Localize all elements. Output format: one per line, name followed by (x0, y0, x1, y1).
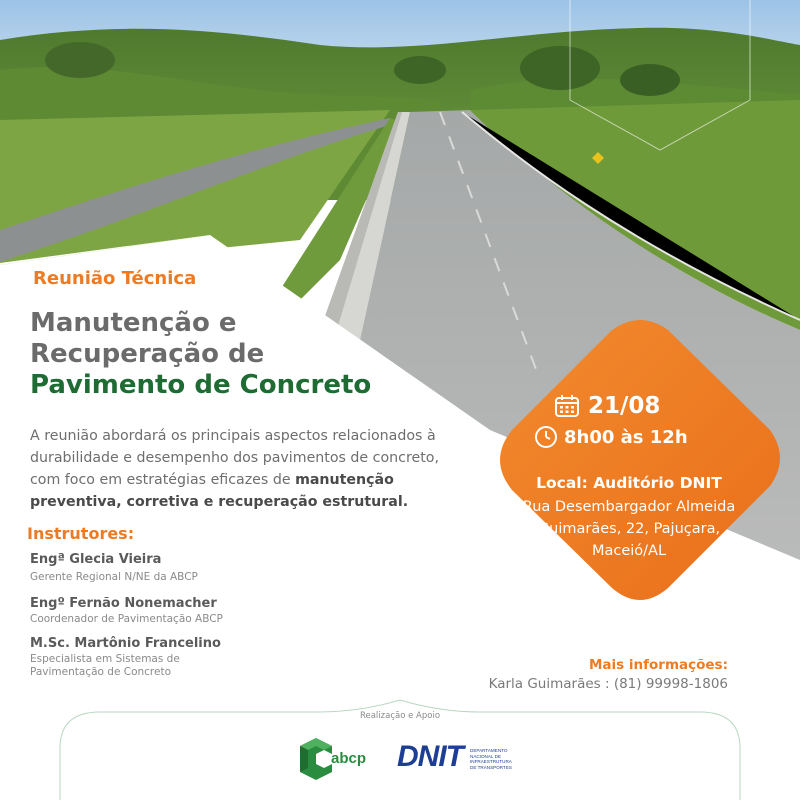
dnit-logo-text: DNIT (397, 740, 463, 773)
dnit-sub-line: DEPARTAMENTO (470, 748, 508, 753)
title-line-1: Manutenção e (30, 308, 237, 338)
date-text: 21/08 (588, 393, 661, 419)
abcp-logo-text: abcp (331, 750, 367, 767)
title-line-2: Recuperação de (30, 339, 265, 369)
dnit-logo-subtitle (470, 748, 530, 770)
location-address (488, 496, 770, 562)
instructor-role: Especialista em Sistemas de (30, 653, 180, 665)
location-label: Local: Auditório DNIT (536, 474, 722, 492)
instructor-name: M.Sc. Martônio Francelino (30, 636, 221, 651)
event-date (554, 393, 660, 419)
instructor-2 (30, 596, 223, 626)
instructor-1 (30, 552, 198, 584)
time-text: 8h00 às 12h (564, 426, 688, 448)
address-line-2: Guimarães, 22, Pajuçara, (537, 521, 721, 537)
title-line-3: Pavimento de Concreto (30, 370, 372, 400)
instructor-name: Engº Fernão Nonemacher (30, 596, 217, 611)
event-kicker: Reunião Técnica (33, 268, 197, 289)
instructor-3 (30, 636, 221, 679)
dnit-sub-line: INFRAESTRUTURA (470, 759, 512, 764)
instructor-role: Gerente Regional N/NE da ABCP (30, 571, 198, 583)
more-info-label: Mais informações: (589, 657, 728, 673)
address-line-3: Maceió/AL (591, 543, 667, 559)
support-label: Realização e Apoio (359, 711, 441, 721)
instructor-role-cont: Pavimentação de Concreto (30, 666, 172, 678)
instructors-heading: Instrutores: (27, 524, 135, 543)
description-text: A reunião abordará os principais aspectos relacionados à durabilidade e desempenho dos pavimentos de concreto, com foco em estratégias eficazes de (30, 428, 439, 488)
instructor-role: Coordenador de Pavimentação ABCP (30, 613, 223, 625)
event-title (30, 308, 371, 401)
instructor-name: Engª Glecia Vieira (30, 552, 162, 567)
calendar-icon (554, 394, 580, 418)
address-line-1: Rua Desembargador Almeida (522, 499, 736, 515)
event-time (534, 425, 688, 449)
clock-icon (534, 425, 558, 449)
dnit-sub-line: NACIONAL DE (470, 753, 501, 759)
more-info-contact: Karla Guimarães : (81) 99998-1806 (488, 676, 728, 692)
event-description (30, 425, 460, 513)
description-bold: manutenção preventiva, corretiva e recuperação estrutural. (30, 472, 409, 510)
dnit-sub-line: DE TRANSPORTES (470, 764, 512, 770)
